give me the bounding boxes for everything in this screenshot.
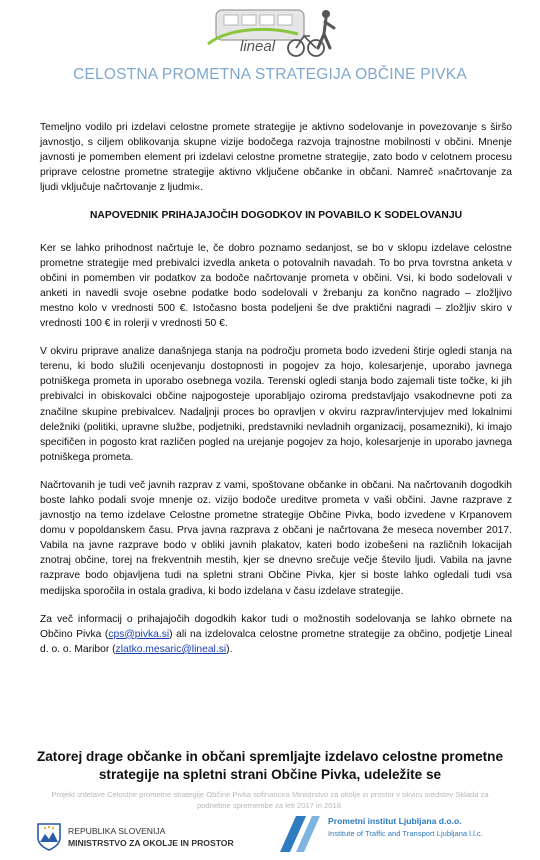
ministry-line2: MINISTRSTVO ZA OKOLJE IN PROSTOR xyxy=(68,838,234,848)
section-heading: NAPOVEDNIK PRIHAJAJOČIH DOGODKOV IN POVABILO K SODELOVANJU xyxy=(89,210,463,222)
institute-subtitle: Institute of Traffic and Transport Ljubljana l.l.c. xyxy=(328,829,483,838)
page-title: CELOSTNA PROMETNA STRATEGIJA OBČINE PIVKA xyxy=(73,66,467,83)
institute-name: Prometni institut Ljubljana d.o.o. xyxy=(328,816,462,826)
road-stripes-icon xyxy=(276,814,324,854)
pivka-email-link[interactable]: cps@pivka.si xyxy=(108,628,170,640)
lineal-email-link[interactable]: zlatko.mesaric@lineal.si xyxy=(115,643,227,655)
closing-statement: Zatorej drage občanke in občani spremljajte izdelavo celostne prometne strategije na spletni strani Občine Pivka, udeležite se xyxy=(36,749,504,782)
lineal-logo xyxy=(198,4,348,62)
contact-text-post: ). xyxy=(226,643,233,655)
contact-text-mid: ) ali na izdelovalca celostne prometne strategije za občino, podjetje Lineal d. o. o. Maribor ( xyxy=(40,628,512,655)
institute-logo xyxy=(276,814,526,854)
funding-note: Projekt izdelave Celostne prometne strategije Občine Pivka sofinancira Ministrstvo za okolje in prostor v okviru sredstev Sklada za podnebne spremembe za leti 2017 in 2018. xyxy=(51,790,489,810)
ministry-line1: REPUBLIKA SLOVENIJA xyxy=(68,826,166,836)
slovenia-coat-of-arms-icon xyxy=(36,822,62,852)
intro-paragraph: Temeljno vodilo pri izdelavi celostne promete strategije je aktivno sodelovanje in povezovanje s širšo javnostjo, s ciljem oblikovanja skupne vizije bodočega razvoja trajnostne mobilnosti v občini. Mnenje javnosti je pomemben element pri izdelavi celostne prometne strategije, zato bodo v celotnem procesu priprave celostne prometne strategije aktivno vključene občanke in občani. Namreč »načrtovanje za ljudi vključuje načrtovanje z ljudmi«. xyxy=(40,122,512,194)
analysis-paragraph: V okviru priprave analize današnjega stanja na področju prometa bodo izvedeni štirje ogledi stanja na terenu, ki bodo služili ocenjevanju dostopnosti in pogojev za hojo, kolesarjenje, uporabo javnega potniškega prometa in uporabo osebnega vozila. Terenski ogledi stanja bodo zajemali tiste točke, ki jih prebivalci in obiskovalci občine najpogosteje uporabljajo oziroma predstavljajo vsakodnevne poti za značilne skupine prebivalcev. Nadaljnji proces bo opravljen v okviru razprav/intervjujev med lokalnimi deležniki (politiki, upravne službe, podjetniki, predstavniki nevladnih organizacij, posamezniki), ki imajo specifičen in pogosto krat različen pogled na urejanje pogojev za hojo, kolesarjenje in uporabo javnega potniškega prometa. xyxy=(40,346,512,463)
ministry-logo xyxy=(36,822,266,854)
survey-paragraph: Ker se lahko prihodnost načrtuje le, če dobro poznamo sedanjost, se bo v sklopu izdelave celostne prometne strategije med prebivalci izvedla anketa o potovalnih navadah. To bo prva tovrstna anketa v občini in pomemben vir podatkov za bodoče načrtovanje prometa v občini. Vsi, ki bodo sodelovali v anketi in navedli svoje osebne podatke bodo sodelovali v žrebanju za končno nagrado – zložljivo mestno kolo v vrednosti 500 €. Istočasno bosta podeljeni še dve praktični nagradi – zložljiv skiro v vrednosti 100 € in rolerji v vrednosti 50 €. xyxy=(40,242,512,330)
contact-paragraph xyxy=(40,612,512,657)
contact-text-pre: Za več informacij o prihajajočih dogodkih kakor tudi o možnostih sodelovanja se lahko obrnete na Občino Pivka ( xyxy=(40,613,512,640)
lineal-logo-text: lineal xyxy=(240,38,276,55)
public-debates-paragraph: Načrtovanih je tudi več javnih razprav z vami, spoštovane občanke in občani. Na načrtovanih dogodkih boste lahko podali svoje mnenje oz. vizijo bodoče ureditve prometa v vaši občini. Javne razprave z javnostjo na temo izdelave Celostne prometne strategije Občine Pivka, bodo izvedene v Krpanovem domu v popoldanskem času. Prva javna razprava z občani je načrtovana že meseca november 2017. Vabila na javne razprave bodo v obliki javnih plakatov, kateri bodo izobešeni na različnih lokacijah znotraj občine, torej na frekventnih mestih, kjer se dnevno srečuje večje število ljudi. Vabila na javne razprave bodo objavljena tudi na spletni strani Občine Pivka, kjer si boste lahko ogledali tudi vsa medijska sporočila in ostala gradiva, ki bodo izdelana v času izdelave strategije. xyxy=(40,479,512,597)
document-body xyxy=(40,120,512,670)
